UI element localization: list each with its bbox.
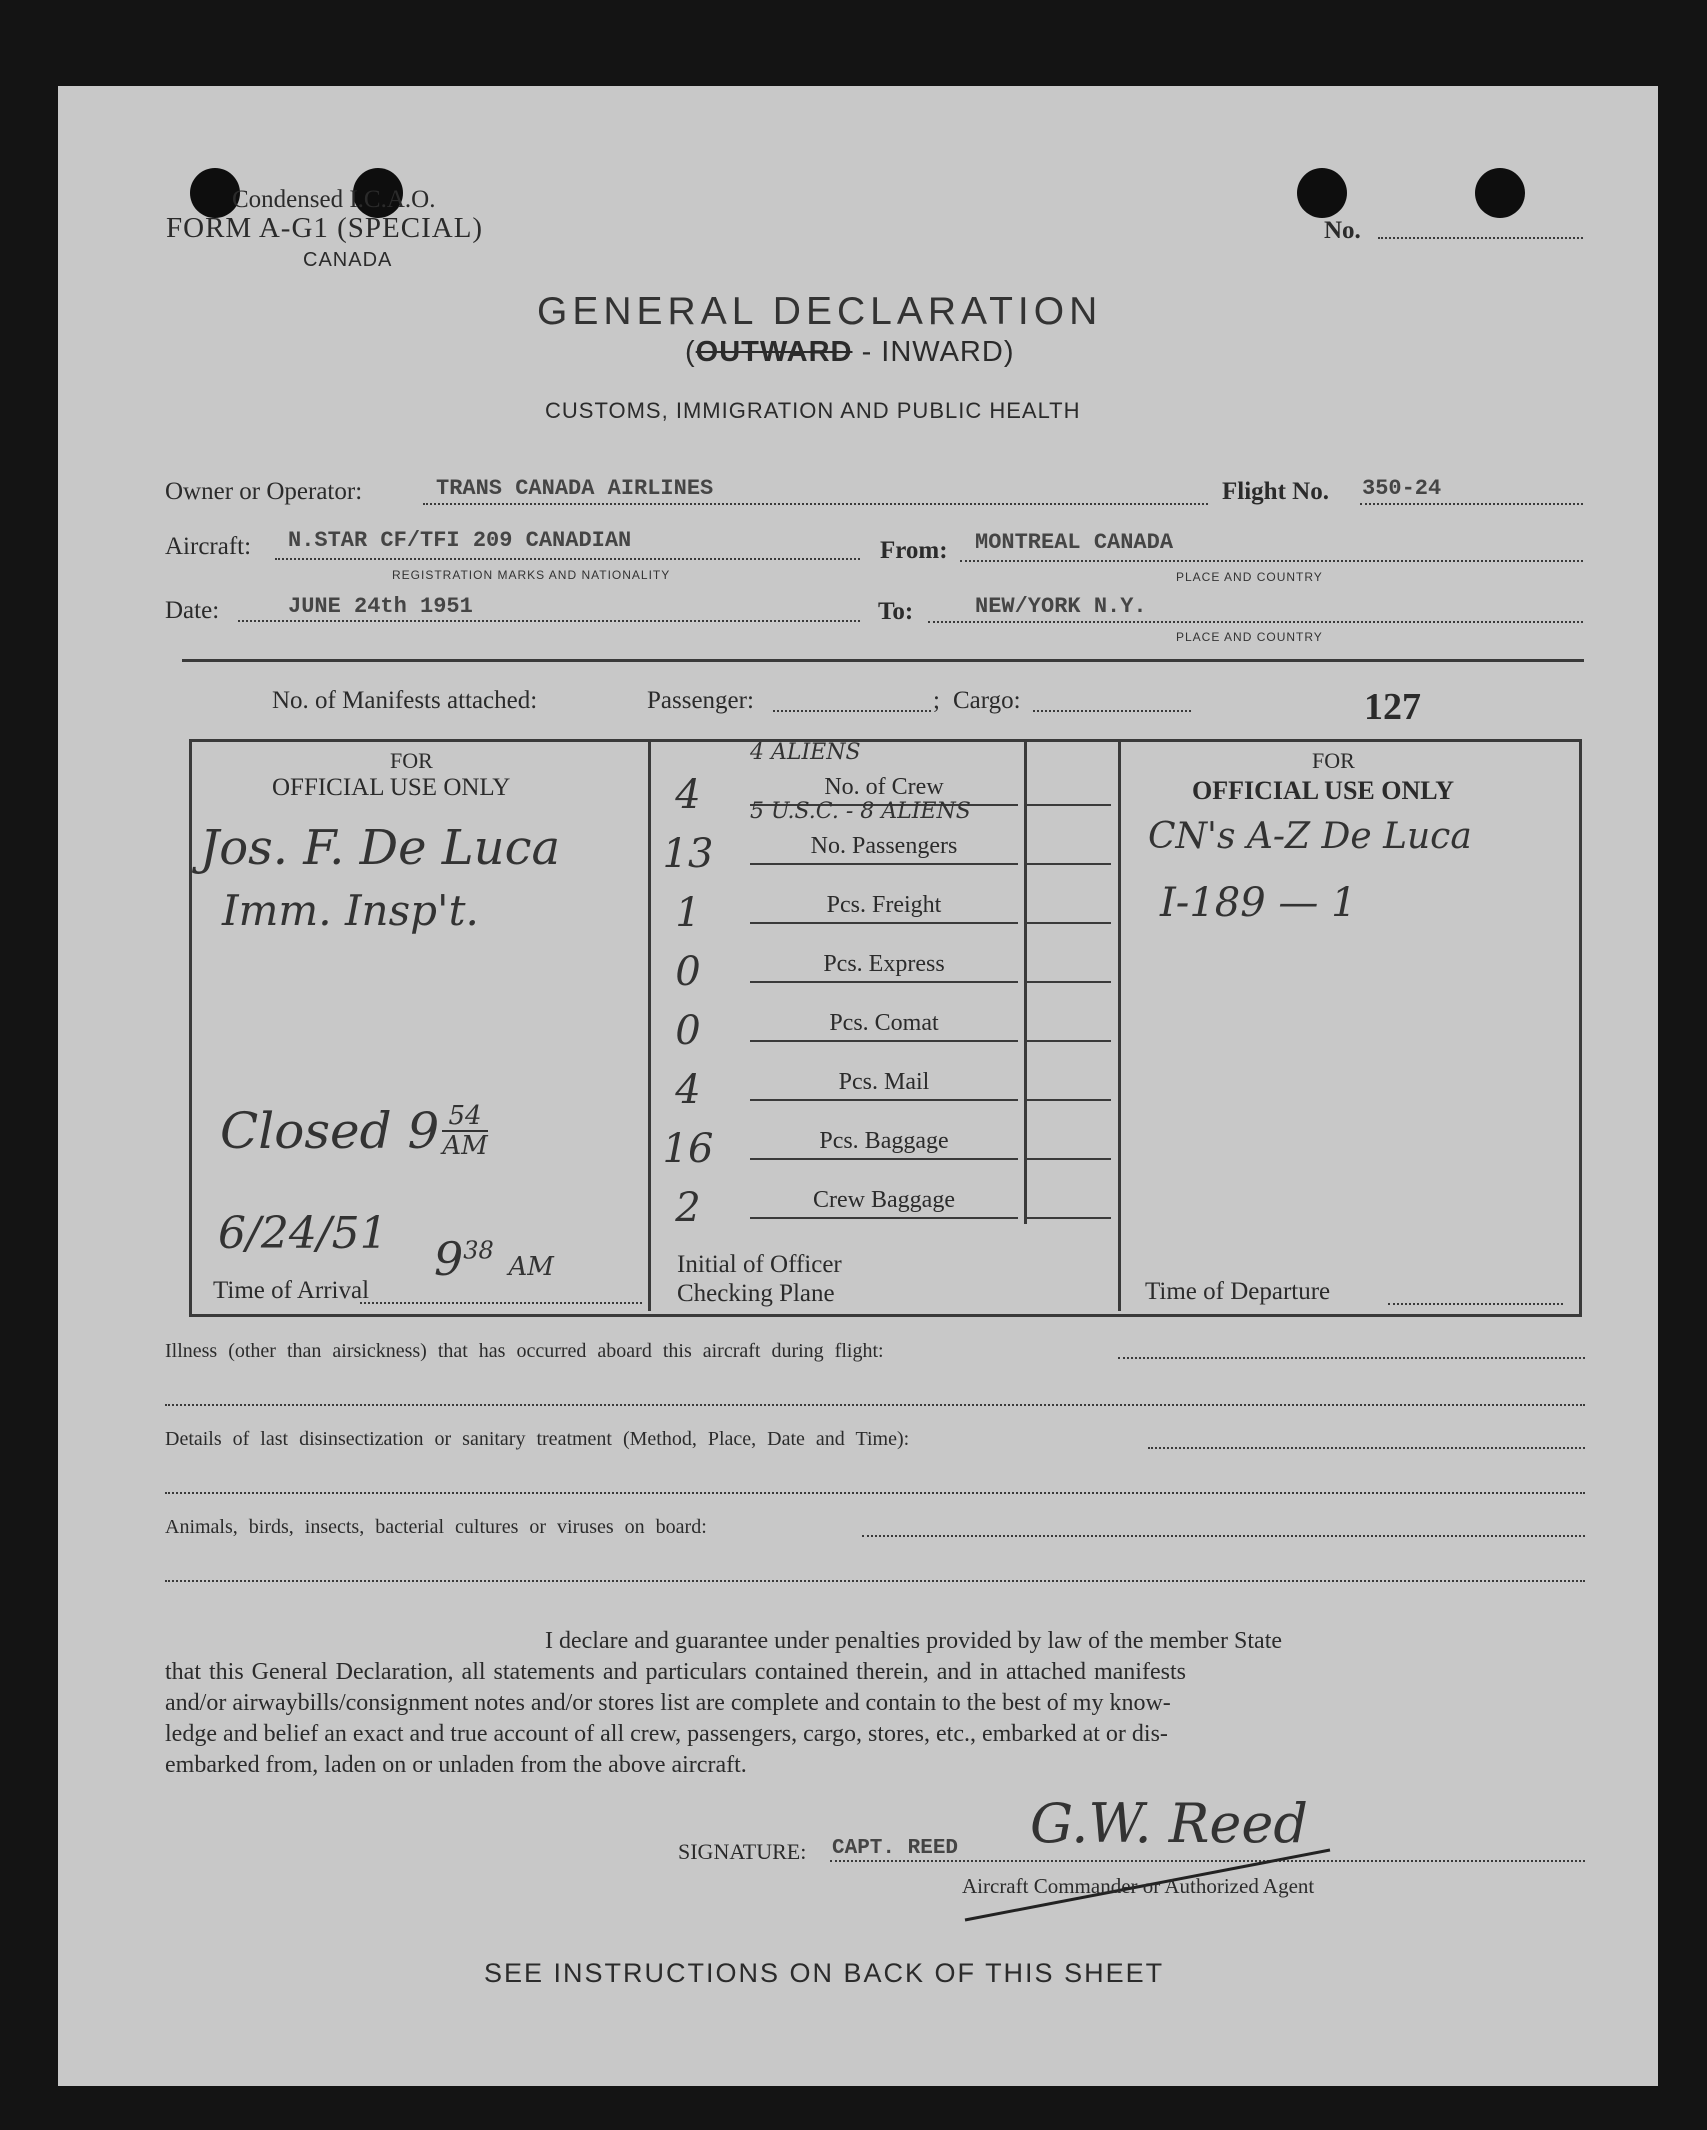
- left-official-title: OFFICIAL USE ONLY: [272, 774, 511, 801]
- flight-value: 350-24: [1362, 476, 1442, 501]
- initial-officer-label: Initial of Officer Checking Plane: [677, 1251, 842, 1307]
- count-row-line-right: [1027, 922, 1111, 924]
- count-row-line-right: [1027, 1158, 1111, 1160]
- from-line: [960, 560, 1583, 562]
- passenger-manifest-line: [773, 710, 931, 712]
- form-country: CANADA: [303, 249, 393, 271]
- right-official-title: OFFICIAL USE ONLY: [1192, 776, 1454, 805]
- box-divider-inner: [1024, 742, 1027, 1224]
- manifest-separator: ;: [933, 687, 940, 714]
- arrival-line: [360, 1302, 642, 1304]
- declaration-line-1: I declare and guarantee under penalties provided by law of the member State: [545, 1628, 1283, 1654]
- direction-line: (OUTWARD - INWARD): [685, 336, 1015, 368]
- from-value: MONTREAL CANADA: [975, 530, 1174, 555]
- date-label: Date:: [165, 597, 220, 624]
- signature-label: SIGNATURE:: [678, 1839, 807, 1864]
- count-row-line: [750, 1099, 1018, 1101]
- header-divider: [182, 659, 1584, 662]
- illness-label: Illness (other than airsickness) that has occurred aboard this aircraft during flight:: [165, 1340, 884, 1362]
- count-value: 0: [675, 949, 701, 995]
- arrival-date: 6/24/51: [218, 1208, 388, 1259]
- from-caption: PLACE AND COUNTRY: [1176, 570, 1323, 584]
- count-label: No. of Crew: [824, 774, 944, 800]
- count-row-line: [750, 1040, 1018, 1042]
- date-line: [238, 620, 860, 622]
- to-value: NEW/YORK N.Y.: [975, 594, 1147, 619]
- aircraft-label: Aircraft:: [165, 533, 252, 560]
- left-official-for: FOR: [390, 748, 433, 773]
- cargo-manifest-line: [1033, 710, 1191, 712]
- illness-line: [1118, 1357, 1585, 1359]
- count-note: 5 U.S.C. - 8 ALIENS: [750, 799, 971, 824]
- inward-label: - INWARD: [861, 336, 1004, 368]
- count-value: 4: [675, 1067, 701, 1113]
- officer-signature: Jos. F. De Luca: [200, 820, 561, 876]
- count-label: Pcs. Express: [823, 951, 945, 977]
- count-value: 16: [662, 1126, 714, 1172]
- outward-struck: OUTWARD: [695, 336, 853, 368]
- condensed-label: Condensed I.C.A.O.: [232, 186, 436, 213]
- declaration-line-5: embarked from, laden on or unladen from the above aircraft.: [165, 1752, 747, 1778]
- aircraft-value: N.STAR CF/TFI 209 CANADIAN: [288, 528, 632, 553]
- count-row-line-right: [1027, 1040, 1111, 1042]
- animals-line: [862, 1535, 1585, 1537]
- page-title: GENERAL DECLARATION: [537, 290, 1103, 333]
- animals-line-2: [165, 1580, 1585, 1582]
- count-label: Pcs. Comat: [829, 1010, 939, 1036]
- arrival-minutes: 38: [463, 1236, 494, 1265]
- signature-value: CAPT. REED: [832, 1837, 959, 1860]
- count-label: Pcs. Freight: [826, 892, 942, 918]
- count-note: 4 ALIENS: [750, 740, 861, 765]
- manifests-label: No. of Manifests attached:: [272, 687, 538, 714]
- flight-line: [1360, 503, 1583, 505]
- right-official-number: I-189 — 1: [1160, 880, 1357, 926]
- aircraft-line: [275, 558, 860, 560]
- arrival-label: Time of Arrival: [213, 1277, 370, 1304]
- count-value: 1: [675, 890, 701, 936]
- count-row-line: [750, 1158, 1018, 1160]
- count-row-line-right: [1027, 1099, 1111, 1101]
- count-row-line-right: [1027, 863, 1111, 865]
- count-value: 0: [675, 1008, 701, 1054]
- arrival-ampm: AM: [508, 1252, 554, 1282]
- count-row-line: [750, 1217, 1018, 1219]
- flight-label: Flight No.: [1222, 478, 1329, 505]
- count-value: 4: [675, 772, 701, 818]
- declaration-line-4: ledge and belief an exact and true account of all crew, passengers, cargo, stores, etc., embarked at or dis-: [165, 1721, 1168, 1747]
- animals-label: Animals, birds, insects, bacterial cultures or viruses on board:: [165, 1516, 707, 1538]
- from-label: From:: [880, 537, 948, 564]
- owner-label: Owner or Operator:: [165, 478, 363, 505]
- closed-ampm: AM: [442, 1131, 488, 1161]
- cargo-manifest-label: Cargo:: [953, 687, 1021, 714]
- count-row-line-right: [1027, 804, 1111, 806]
- count-row-line: [750, 981, 1018, 983]
- count-row-line: [750, 863, 1018, 865]
- disinsectization-label: Details of last disinsectization or sanitary treatment (Method, Place, Date and Time):: [165, 1428, 910, 1450]
- officer-title-handwritten: Imm. Insp't.: [222, 886, 479, 935]
- declaration-line-3: and/or airwaybills/consignment notes and/or stores list are complete and contain to the best of my know-: [165, 1690, 1171, 1716]
- form-number: FORM A-G1 (SPECIAL): [166, 212, 484, 244]
- count-row-line: [750, 922, 1018, 924]
- owner-line: [423, 503, 1208, 505]
- departure-label: Time of Departure: [1145, 1278, 1331, 1305]
- punch-hole-icon: [1475, 168, 1525, 218]
- owner-value: TRANS CANADA AIRLINES: [436, 476, 714, 501]
- page-subtitle: CUSTOMS, IMMIGRATION AND PUBLIC HEALTH: [545, 398, 1081, 423]
- count-label: Crew Baggage: [813, 1187, 955, 1213]
- count-label: Pcs. Mail: [838, 1069, 930, 1095]
- right-official-note: CN's A-Z De Luca: [1148, 816, 1472, 857]
- number-label: No.: [1324, 217, 1361, 244]
- handwritten-signature: G.W. Reed: [1030, 1792, 1308, 1855]
- number-line: [1378, 237, 1583, 239]
- to-caption: PLACE AND COUNTRY: [1176, 630, 1323, 644]
- disinsectization-line-2: [165, 1492, 1585, 1494]
- count-label: No. Passengers: [810, 833, 958, 859]
- closed-note: Closed 9 $\frac{54}{AM}$: [220, 1101, 488, 1161]
- signature-caption: Aircraft Commander or Authorized Agent: [962, 1874, 1315, 1898]
- footer-instructions: SEE INSTRUCTIONS ON BACK OF THIS SHEET: [484, 1958, 1165, 1988]
- arrival-time: $9^{38}$ AM: [434, 1232, 554, 1286]
- count-row-line-right: [1027, 981, 1111, 983]
- declaration-line-2: that this General Declaration, all statements and particulars contained therein, and in attached manifests: [165, 1659, 1186, 1685]
- closed-minutes: 54: [442, 1102, 487, 1132]
- to-line: [928, 621, 1583, 623]
- disinsectization-line: [1148, 1447, 1585, 1449]
- count-value: 2: [675, 1185, 701, 1231]
- date-value: JUNE 24th 1951: [288, 594, 473, 619]
- count-value: 13: [662, 831, 714, 877]
- count-label: Pcs. Baggage: [819, 1128, 949, 1154]
- count-row-line-right: [1027, 1217, 1111, 1219]
- passenger-manifest-label: Passenger:: [647, 687, 754, 714]
- departure-line: [1388, 1303, 1563, 1305]
- manifest-count: 127: [1364, 686, 1421, 728]
- box-divider-right: [1118, 742, 1121, 1311]
- right-official-for: FOR: [1312, 748, 1355, 773]
- to-label: To:: [878, 598, 914, 625]
- punch-hole-icon: [1297, 168, 1347, 218]
- aircraft-caption: REGISTRATION MARKS AND NATIONALITY: [392, 568, 671, 582]
- illness-line-2: [165, 1404, 1585, 1406]
